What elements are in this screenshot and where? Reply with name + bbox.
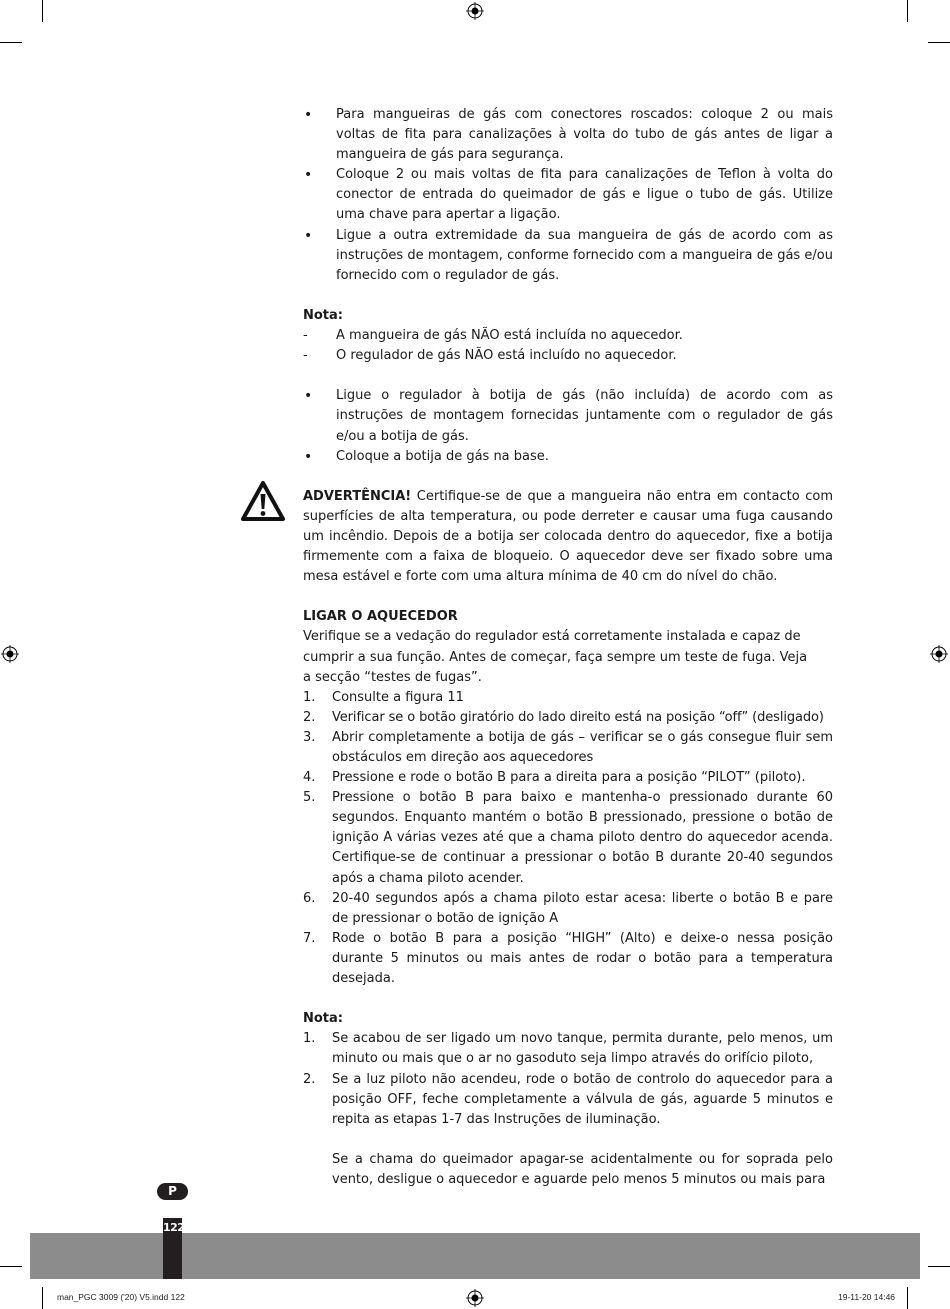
section-intro: Verifique se a vedação do regulador está corretamente instalada e capaz de cumprir a sua função. Antes de começar, faça sempre um teste de fuga. Veja a secção “testes de fugas”. (303, 629, 808, 685)
bullet-list-top (303, 105, 833, 286)
list-item: - O regulador de gás NÃO está incluído no aquecedor. (303, 346, 833, 366)
crop-mark (0, 1266, 22, 1267)
registration-mark-icon (1, 645, 19, 663)
registration-mark-icon (930, 645, 948, 663)
step-item: 3. Abrir completamente a botija de gás – verificar se o gás consegue fluir sem obstáculos em direção aos aquecedores (303, 729, 833, 765)
language-badge: P (157, 1183, 188, 1200)
page-number: 122 (163, 1221, 185, 1234)
warning-label: ADVERTÊNCIA! (303, 488, 412, 504)
step-item: 1. Consulte a figura 11 (303, 689, 464, 705)
list-item: • Para mangueiras de gás com conectores roscados: coloque 2 ou mais voltas de fita para canalizações à volta do tubo de gás antes de ligar a mangueira de gás para segurança. (304, 107, 833, 163)
section-heading: LIGAR O AQUECEDOR (303, 609, 458, 625)
list-item: • Coloque 2 ou mais voltas de fita para canalizações de Teflon à volta do conector de entrada do queimador de gás e ligue o tubo de gás. Utilize uma chave para apertar a ligação. (304, 167, 833, 223)
list-item: • Ligue o regulador à botija de gás (não incluída) de acordo com as instruções de montagem fornecidas juntamente com o regulador de gás e/ou a botija de gás. (304, 388, 833, 444)
list-item: 1. Se acabou de ser ligado um novo tanque, permita durante, pelo menos, um minuto ou mais que o ar no gasoduto seja limpo através do orifício piloto, (303, 1031, 833, 1067)
list-item: 2. Se a luz piloto não acendeu, rode o botão de controlo do aquecedor para a posição OFF, feche completamente a válvula de gás, aguarde 5 minutos e repita as etapas 1-7 das Instruções de iluminação. (303, 1071, 833, 1127)
note-block (303, 306, 833, 366)
bullet-icon: • (304, 388, 313, 405)
warning-paragraph (303, 487, 833, 587)
slug-filename: man_PGC 3009 ('20) V5.indd 122 (57, 1292, 185, 1302)
step-item: 5. Pressione o botão B para baixo e mantenha-o pressionado durante 60 segundos. Enquanto mantém o botão B pressionado, pressione o botão de ignição A várias vezes até que a chama piloto dentro do aquecedor acenda. Certifique-se de continuar a pressionar o botão B durante 20-40 segundos após a chama piloto acender. (303, 790, 833, 886)
list-item: - A mangueira de gás NÃO está incluída no aquecedor. (303, 326, 833, 346)
bullet-icon: • (304, 107, 313, 123)
crop-mark (928, 1266, 950, 1267)
crop-mark (0, 42, 22, 43)
warning-triangle-icon (240, 480, 286, 522)
section-lighting (303, 607, 833, 989)
note-title: Nota: (303, 1011, 343, 1027)
step-item: 4. Pressione e rode o botão B para a direita para a posição “PILOT” (piloto). (303, 770, 806, 786)
registration-mark-icon (466, 1289, 484, 1307)
note-title: Nota: (303, 307, 343, 323)
continuation-paragraph: Se a chama do queimador apagar-se acidentalmente ou for soprada pelo vento, desligue o aquecedor e aguarde pelo menos 5 minutos ou mais para (332, 1151, 833, 1187)
step-item: 6. 20-40 segundos após a chama piloto estar acesa: liberte o botão B e pare de pressionar o botão de ignição A (303, 890, 833, 926)
dash-marker: - (303, 328, 308, 344)
slug-timestamp: 19-11-20 14:46 (838, 1292, 896, 1302)
step-item: 7. Rode o botão B para a posição “HIGH” (Alto) e deixe-o nessa posição durante 5 minutos ou mais antes de rodar o botão para a temperatura desejada. (303, 930, 833, 987)
list-item: • Ligue a outra extremidade da sua mangueira de gás de acordo com as instruções de montagem, conforme fornecido com a mangueira de gás e/ou fornecido com o regulador de gás. (304, 227, 833, 283)
dash-marker: - (303, 348, 308, 364)
bullet-icon: • (304, 167, 313, 184)
document-body (303, 105, 833, 1190)
note-block (303, 1009, 833, 1190)
crop-mark (42, 0, 43, 22)
bullet-icon: • (304, 448, 313, 465)
bullet-list-mid (303, 386, 833, 466)
crop-mark (907, 1287, 908, 1309)
list-item: • Coloque a botija de gás na base. (303, 447, 833, 467)
crop-mark (42, 1287, 43, 1309)
registration-mark-icon (466, 2, 484, 20)
crop-mark (928, 42, 950, 43)
warning-text: Certifique-se de que a mangueira não entra em contacto com superfícies de alta temperatura, ou pode derreter e causar uma fuga causando um incêndio. Depois de a botija ser colocada dentro do aquecedor, fixe a botija firmemente com a faixa de bloqueio. O aquecedor deve ser fixado sobre uma mesa estável e forte com uma altura mínima de 40 cm do nível do chão. (303, 488, 833, 585)
crop-mark (907, 0, 908, 22)
step-item: 2. Verificar se o botão giratório do lado direito está na posição “off” (desligado) (303, 709, 824, 725)
bullet-icon: • (304, 227, 313, 244)
